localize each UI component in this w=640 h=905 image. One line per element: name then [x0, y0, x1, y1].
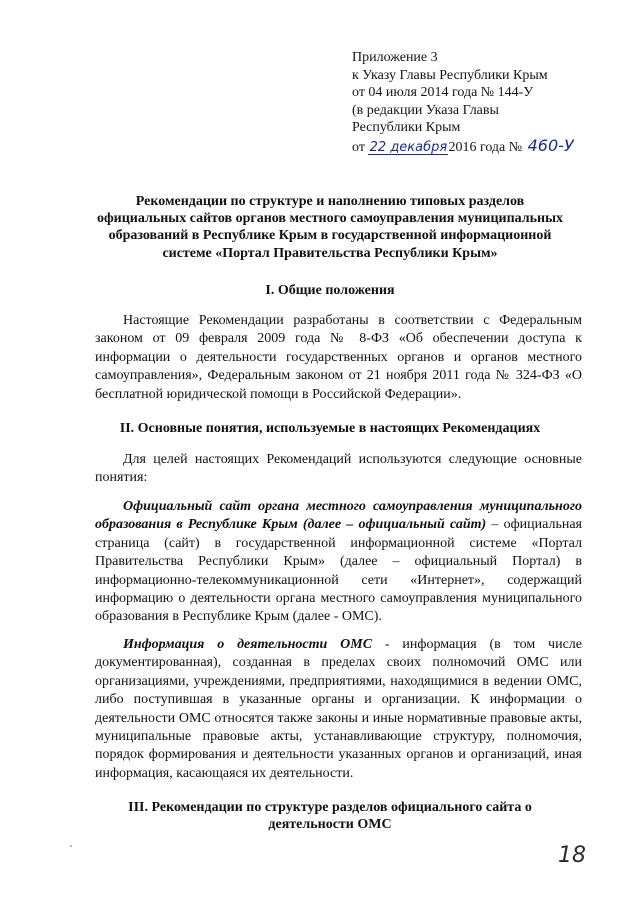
- appendix-line: Приложение 3: [352, 50, 438, 65]
- appendix-line: от 04 июля 2014 года № 144-У: [352, 85, 534, 101]
- scan-speck: [70, 845, 72, 847]
- definition-body: - информация (в том числе документированная), созданная в пределах своих полномочий ОМС или организациями, учреждениями, предприятиями, находящимися в ведении ОМС, либо поступившая в указанные органы и организации. К информации о деятельности ОМС относятся также законы и иные нормативные правовые акты, муниципальные правовые акты, устанавливающие структуру, полномочия, порядок формирования и деятельности указанных органов и организаций, иная информация, касающаяся их деятельности.: [95, 637, 582, 781]
- section-1-paragraph: [95, 312, 582, 404]
- section-2-intro: [95, 451, 582, 488]
- handwritten-number: 460-У: [527, 135, 574, 155]
- section-2-intro-text: Для целей настоящих Рекомендаций используются следующие основные понятия:: [95, 452, 582, 486]
- definition-oms-info-text: [95, 636, 582, 783]
- section-3-heading-line: III. Рекомендации по структуре разделов официального сайта о: [128, 800, 532, 815]
- definition-official-site: [95, 498, 582, 627]
- appendix-block: [352, 49, 574, 157]
- section-2-heading-text: II. Основные понятия, используемые в настоящих Рекомендациях: [119, 421, 541, 436]
- handwritten-date: 22 декабря: [369, 139, 448, 155]
- definition-term: Официальный сайт органа местного самоуправления муниципального образования в Республике Крым (далее – официальный сайт): [95, 499, 582, 533]
- section-2-heading: [70, 420, 590, 437]
- appendix-line: к Указу Главы Республики Крым: [352, 67, 548, 83]
- title-line: официальных сайтов органов местного самоуправления муниципальных: [96, 211, 564, 227]
- date-suffix: 2016 года №: [448, 139, 523, 155]
- appendix-line: Республики Крым: [352, 120, 461, 136]
- definition-oms-info: [95, 636, 582, 783]
- section-1-text: Настоящие Рекомендации разработаны в соответствии с Федеральным законом от 09 февраля 2009 года № 8-ФЗ «Об обеспечении доступа к информации о деятельности государственных органов и органов местного самоуправления», Федеральным законом от 21 ноября 2011 года № 324-ФЗ «О бесплатной юридической помощи в Российской Федерации».: [95, 313, 582, 402]
- definition-body: – официальная страница (сайт) в государственной информационной системе «Портал Правительства Республики Крым» (далее – официальный Портал) в информационно-телекоммуникационной сети «Интернет», содержащий информацию о деятельности органа местного самоуправления муниципального образования в Республике Крым (далее - ОМС).: [95, 517, 582, 625]
- document-title: [70, 193, 590, 262]
- handwritten-page-number: 18: [558, 843, 586, 868]
- title-line: системе «Портал Правительства Республики Крым»: [162, 245, 498, 261]
- title-line: Рекомендации по структуре и наполнению типовых разделов: [135, 194, 525, 209]
- appendix-date-line: [352, 137, 574, 157]
- section-3-heading-line: деятельности ОМС: [268, 817, 392, 833]
- section-3-heading: [70, 799, 590, 833]
- section-1-heading: [70, 282, 590, 299]
- definition-official-site-text: [95, 498, 582, 627]
- section-1-heading-text: I. Общие положения: [265, 283, 395, 298]
- appendix-line: (в редакции Указа Главы: [352, 102, 499, 118]
- title-line: образований в Республике Крым в государственной информационной: [108, 228, 552, 244]
- definition-term: Информация о деятельности ОМС: [123, 637, 373, 652]
- date-prefix: от: [352, 139, 365, 155]
